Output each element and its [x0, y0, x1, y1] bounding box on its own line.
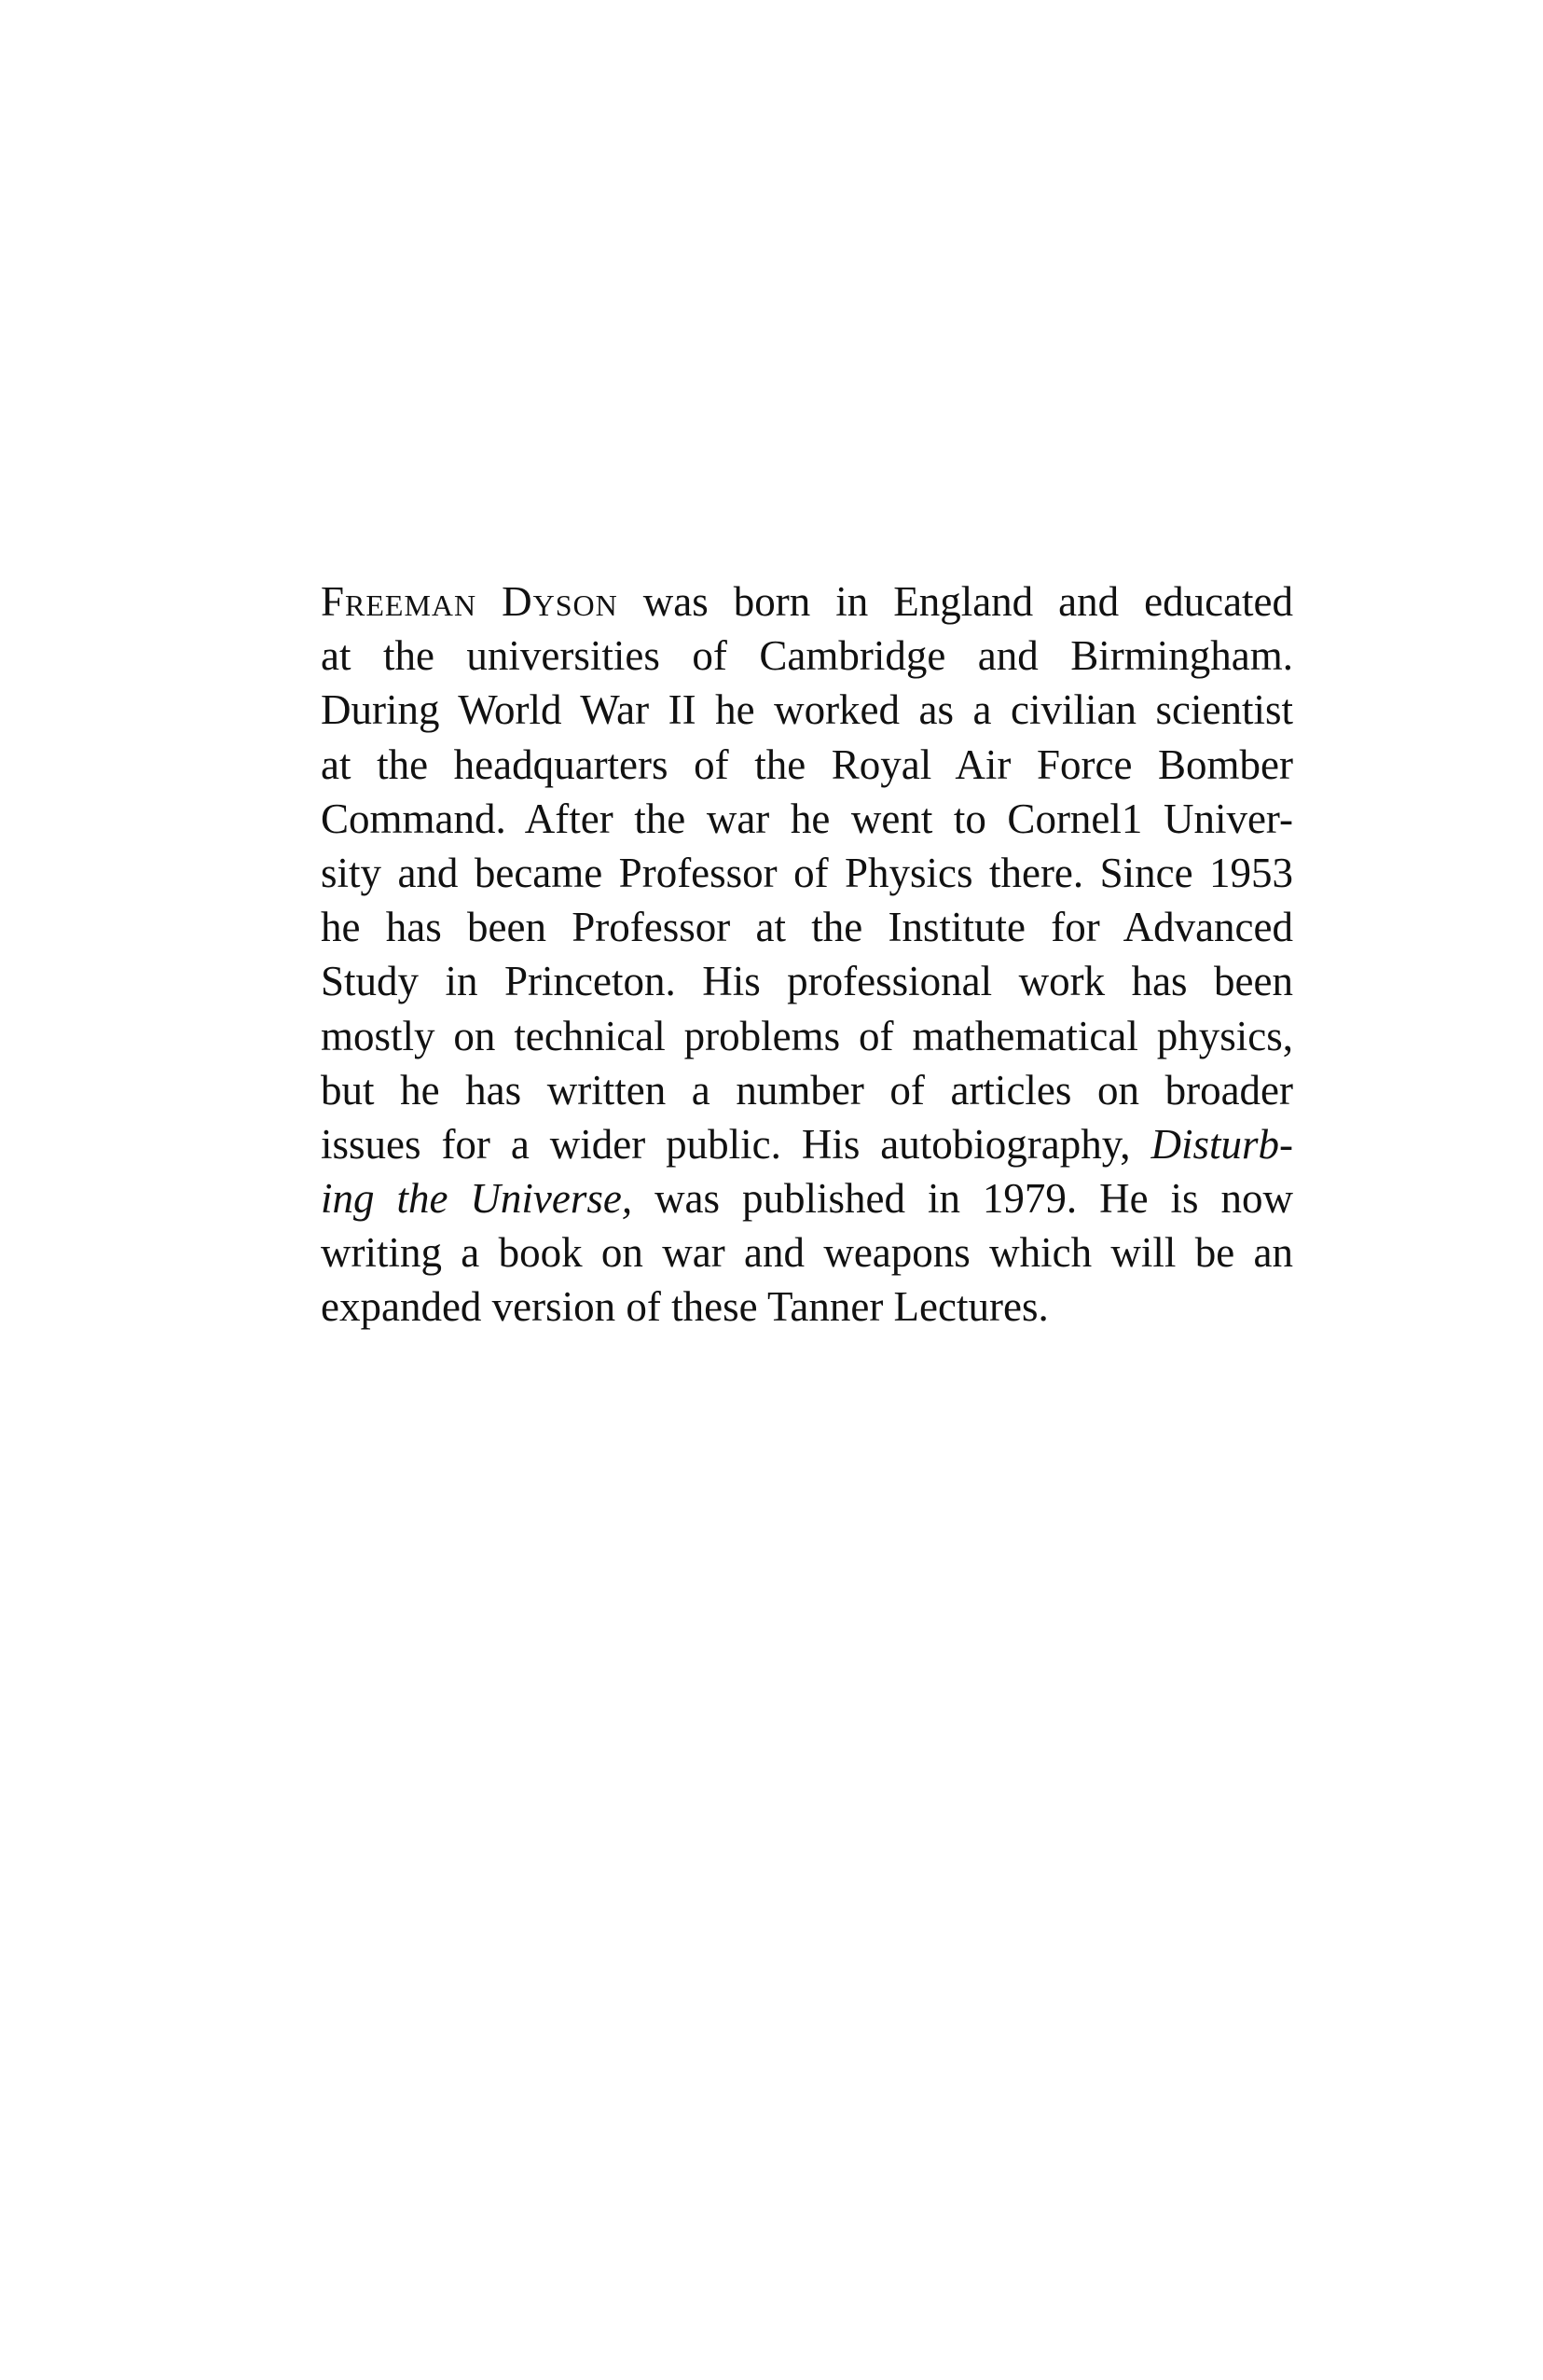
bio-line-6: sity and became Professor of Physics there. Since 1953 [321, 849, 1293, 896]
author-last-name: Dyson [502, 578, 618, 625]
book-title-part-2: ing the Universe, [321, 1175, 633, 1223]
bio-line-3: During World War II he worked as a civilian scientist [321, 686, 1293, 734]
bio-line-1 [321, 574, 1293, 629]
bio-line-10: but he has written a number of articles on broader [321, 1066, 1293, 1114]
bio-text-1: was born in England and educated [642, 578, 1294, 625]
bio-line-11 [321, 1117, 1293, 1171]
book-title-part-1: Disturb- [1150, 1120, 1293, 1168]
bio-line-8: Study in Princeton. His professional work has been [321, 958, 1293, 1005]
bio-line-12 [321, 1171, 1293, 1225]
author-biography [321, 574, 1293, 1335]
author-first-name: Freeman [321, 578, 477, 625]
bio-text-11: issues for a wider public. His autobiography, [321, 1120, 1131, 1168]
bio-line-9: mostly on technical problems of mathematical physics, [321, 1012, 1293, 1059]
bio-line-13: writing a book on war and weapons which will be an [321, 1229, 1293, 1277]
bio-text-12: was published in 1979. He is now [654, 1175, 1294, 1223]
bio-line-7: he has been Professor at the Institute for Advanced [321, 904, 1293, 951]
bio-line-4: at the headquarters of the Royal Air Force Bomber [321, 740, 1293, 788]
bio-line-2: at the universities of Cambridge and Birmingham. [321, 632, 1293, 680]
bio-line-14: expanded version of these Tanner Lectures. [321, 1283, 1049, 1331]
bio-line-5: Command. After the war he went to Cornel1 Univer- [321, 795, 1293, 842]
